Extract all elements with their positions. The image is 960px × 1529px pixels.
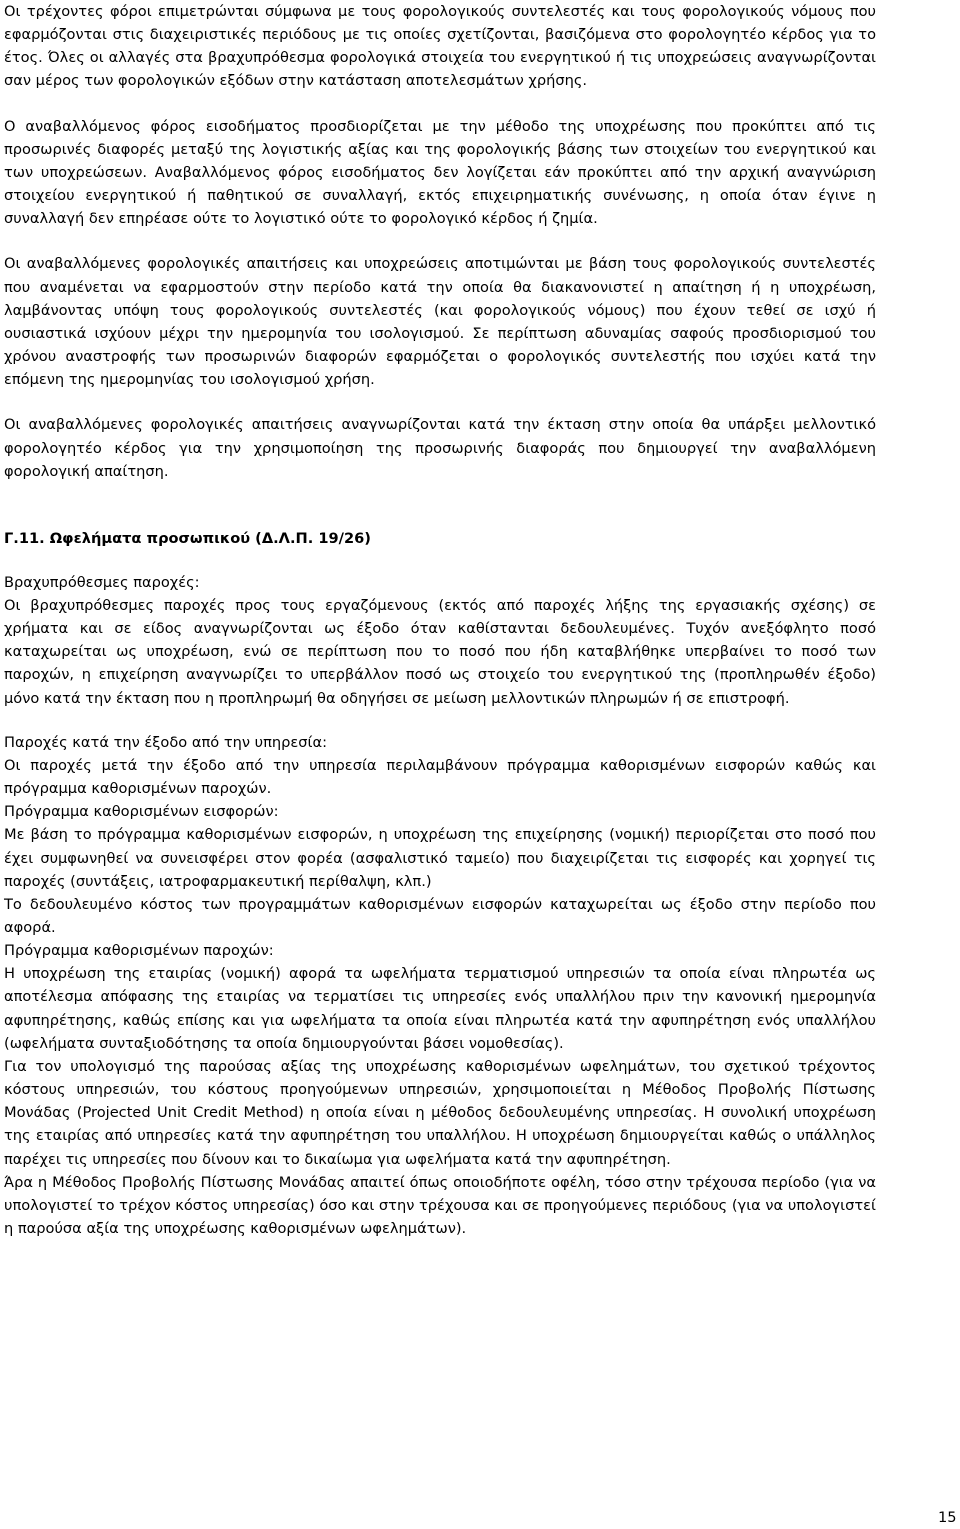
post-employment-text: Οι παροχές μετά την έξοδο από την υπηρεσία περιλαμβάνουν πρόγραμμα καθορισμένων εισφορών καθώς και πρόγραμμα καθορισμένων παροχών. xyxy=(4,756,876,798)
paragraph-deferred-tax-measurement: Οι αναβαλλόμενες φορολογικές απαιτήσεις και υποχρεώσεις αποτιμώνται με βάση τους φορολογικούς συντελεστές που αναμένεται να εφαρμοστούν στην περίοδο κατά την οποία θα διακανονιστεί η απαίτηση ή η υποχρέωση, λαμβάνοντας υπόψη τους φορολογικούς συντελεστές (και φορολογικούς νόμους) που έχουν τεθεί σε ισχύ ή ουσιαστικά ισχύουν μέχρι την ημερομηνία του ισολογισμού. Σε περίπτωση αδυναμίας σαφούς προσδιορισμού του χρόνου αναστροφής των προσωρινών διαφορών εφαρμόζεται ο φορολογικός συντελεστής που ισχύει κατά την επόμενη της ημερομηνίας του ισολογισμού χρήση. xyxy=(4,255,876,389)
short-term-label: Βραχυπρόθεσμες παροχές: xyxy=(4,573,200,591)
short-term-text: Οι βραχυπρόθεσμες παροχές προς τους εργαζόμενους (εκτός από παροχές λήξης της εργασιακής σχέσης) σε χρήματα και σε είδος αναγνωρίζονται ως έξοδο όταν καθίστανται δεδουλευμένες. Τυχόν ανεξόφλητο ποσό καταχωρείται ως υποχρέωση, ενώ σε περίπτωση που το ποσό που ήδη καταβλήθηκε υπερβαίνει το ποσό των παροχών, η επιχείρηση αναγνωρίζει το υπερβάλλον ποσό ως στοιχείο του ενεργητικού της (προπληρωθέν έξοδο) μόνο κατά την έκταση που η προπληρωμή θα οδηγήσει σε μείωση μελλοντικών πληρωμών ή σε επιστροφή. xyxy=(4,596,876,707)
post-employment-label: Παροχές κατά την έξοδο από την υπηρεσία: xyxy=(4,733,328,751)
paragraph-current-taxes: Οι τρέχοντες φόροι επιμετρώνται σύμφωνα με τους φορολογικούς συντελεστές και τους φορολογικούς νόμους που εφαρμόζονται στις διαχειριστικές περιόδους με τις οποίες σχετίζονται, βασιζόμενα στο φορολογητέο κέρδος για το έτος. Όλες οι αλλαγές στα βραχυπρόθεσμα φορολογικά στοιχεία του ενεργητικού ή τις υποχρεώσεις αναγνωρίζονται σαν μέρος των φορολογικών εξόδων στην κατάσταση αποτελεσμάτων χρήσης. xyxy=(4,3,876,90)
defined-contribution-label: Πρόγραμμα καθορισμένων εισφορών: xyxy=(4,803,279,821)
document-page xyxy=(4,0,876,1240)
page-number: 15 xyxy=(938,1509,957,1526)
paragraph-deferred-tax-method: Ο αναβαλλόμενος φόρος εισοδήματος προσδιορίζεται με την μέθοδο της υποχρέωσης που προκύπτει από τις προσωρινές διαφορές μεταξύ της λογιστικής αξίας και της φορολογικής βάσης των στοιχείων του ενεργητικού και των υποχρεώσεων. Αναβαλλόμενος φόρος εισοδήματος δεν λογίζεται εάν προκύπτει από την αρχική αναγνώριση στοιχείου ενεργητικού ή παθητικού σε συναλλαγή, εκτός επιχειρηματικής συνένωσης, η οποία όταν έγινε η συναλλαγή δεν επηρέασε ούτε το λογιστικό ούτε το φορολογικό κέρδος ή ζημία. xyxy=(4,117,876,228)
defined-benefit-text-1: Η υποχρέωση της εταιρίας (νομική) αφορά τα ωφελήματα τερματισμού υπηρεσιών τα οποία είναι πληρωτέα ως αποτέλεσμα απόφασης της εταιρίας να τερματίσει τις υπηρεσίες ενός υπαλλήλου πριν την κανονική ημερομηνία αφυπηρέτησης, καθώς επίσης και για ωφελήματα τα οποία είναι πληρωτέα κατά την αφυπηρέτηση ενός υπαλλήλου (ωφελήματα συνταξιοδότησης τα οποία δημιουργούνται βάσει νομοθεσίας). xyxy=(4,965,876,1052)
defined-contribution-text-1: Με βάση το πρόγραμμα καθορισμένων εισφορών, η υποχρέωση της επιχείρησης (νομική) περιορίζεται στο ποσό που έχει συμφωνηθεί να συνεισφέρει στον φορέα (ασφαλιστικό ταμείο) που διαχειρίζεται τις εισφορές και χορηγεί τις παροχές (συντάξεις, ιατροφαρμακευτική περίθαλψη, κλπ.) xyxy=(4,826,876,890)
defined-contribution-text-2: Το δεδουλευμένο κόστος των προγραμμάτων καθορισμένων εισφορών καταχωρείται ως έξοδο στην περίοδο που αφορά. xyxy=(4,895,876,936)
defined-benefit-text-2: Για τον υπολογισμό της παρούσας αξίας της υποχρέωσης καθορισμένων ωφελημάτων, του σχετικού τρέχοντος κόστους υπηρεσιών, του κόστους προηγούμενων υπηρεσιών, χρησιμοποιείται η Μέθοδος Προβολής Πίστωσης Μονάδας (Projected Unit Credit Method) η οποία είναι η μέθοδος δεδουλευμένης υπηρεσίας. Η συνολική υποχρέωση της εταιρίας από υπηρεσίες κατά την αφυπηρέτηση του υπαλλήλου. Η υποχρέωση δημιουργείται καθώς ο υπάλληλος παρέχει τις υπηρεσίες που δίνουν και το δικαίωμα για ωφελήματα κατά την αφυπηρέτηση. xyxy=(4,1057,876,1168)
defined-benefit-text-3: Άρα η Μέθοδος Προβολής Πίστωσης Μονάδας απαιτεί όπως οποιοδήποτε οφέλη, τόσο στην τρέχουσα περίοδο (για να υπολογιστεί το τρέχον κόστος υπηρεσίας) όσο και στην τρέχουσα και σε προηγούμενες περιόδους (για να υπολογιστεί η παρούσα αξία της υποχρέωσης καθορισμένων ωφελημάτων). xyxy=(4,1173,876,1238)
defined-benefit-label: Πρόγραμμα καθορισμένων παροχών: xyxy=(4,942,274,960)
paragraph-deferred-tax-recognition: Οι αναβαλλόμενες φορολογικές απαιτήσεις αναγνωρίζονται κατά την έκταση στην οποία θα υπάρξει μελλοντικό φορολογητέο κέρδος για την χρησιμοποίηση της προσωρινής διαφοράς που δημιουργεί την αναβαλλόμενη φορολογική απαίτηση. xyxy=(4,416,876,480)
section-heading: Γ.11. Ωφελήματα προσωπικού (Δ.Λ.Π. 19/26) xyxy=(4,529,371,547)
